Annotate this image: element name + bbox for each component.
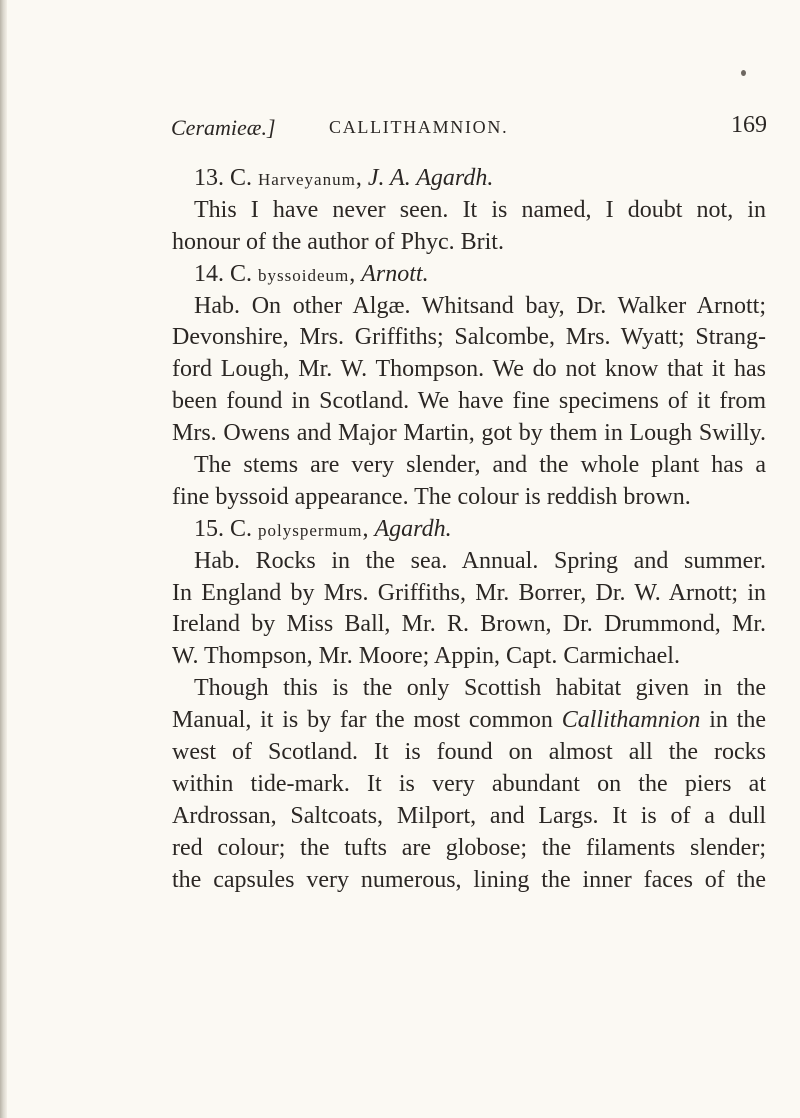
entry-14-text-line: been found in Scotland. We have fine specimens of it from bbox=[172, 388, 766, 415]
entry-14-text-line: Hab. On other Algæ. Whitsand bay, Dr. Walker Arnott; bbox=[194, 292, 766, 319]
ink-speck bbox=[741, 70, 746, 76]
entry-14-text-line: Devonshire, Mrs. Griffiths; Salcombe, Mrs. Wyatt; Strang- bbox=[172, 324, 766, 351]
entry-15-authority: Agardh. bbox=[374, 515, 452, 542]
entry-15-text-line: red colour; the tufts are globose; the filaments slender; bbox=[172, 834, 766, 861]
entry-14-species: byssoideum bbox=[258, 265, 350, 285]
page-number: 169 bbox=[731, 112, 767, 138]
entry-13-text-line: This I have never seen. It is named, I doubt not, in bbox=[194, 196, 766, 223]
entry-14-heading: 14. C. byssoideum, Arnott. bbox=[194, 260, 429, 287]
entry-15-text-line: within tide-mark. It is very abundant on the piers at bbox=[172, 770, 766, 797]
entry-14-authority: Arnott. bbox=[361, 260, 429, 287]
entry-14-text-line: fine byssoid appearance. The colour is reddish brown. bbox=[172, 483, 691, 510]
page-body bbox=[172, 163, 766, 896]
genus-reference: Callithamnion bbox=[561, 707, 701, 734]
entry-15-text-line: west of Scotland. It is found on almost all the rocks bbox=[172, 739, 766, 766]
entry-14-text-line: ford Lough, Mr. W. Thompson. We do not know that it has bbox=[172, 356, 766, 383]
entry-15-heading: 15. C. polyspermum, Agardh. bbox=[194, 515, 452, 542]
entry-15-text-line: Ireland by Miss Ball, Mr. R. Brown, Dr. Drummond, Mr. bbox=[172, 611, 766, 638]
entry-15-text-line: W. Thompson, Mr. Moore; Appin, Capt. Carmichael. bbox=[172, 643, 680, 670]
entry-15-text-line bbox=[172, 705, 766, 737]
entry-13-number: 13. C. bbox=[194, 165, 259, 191]
entry-15-text-line: In England by Mrs. Griffiths, Mr. Borrer, Dr. W. Arnott; in bbox=[172, 579, 766, 606]
entry-14-text-line: Mrs. Owens and Major Martin, got by them in Lough Swilly. bbox=[172, 420, 766, 447]
entry-14-number: 14. C. bbox=[194, 260, 259, 287]
entry-13-heading: 13. C. Harveyanum, J. A. Agardh. bbox=[194, 165, 494, 191]
entry-15-species: polyspermum bbox=[258, 520, 363, 540]
entry-15-text-fragment: in the bbox=[700, 707, 766, 734]
entry-14-text-line: The stems are very slender, and the whole plant has a bbox=[194, 452, 766, 479]
entry-15-text-fragment: Manual, it is by far the most common bbox=[172, 707, 562, 734]
page-edge-shadow bbox=[0, 0, 7, 1118]
entry-15-text-line: Though this is the only Scottish habitat given in the bbox=[194, 675, 766, 702]
genus-heading: CALLITHAMNION. bbox=[329, 117, 509, 137]
entry-15-number: 15. C. bbox=[194, 515, 259, 542]
entry-13-text-line: honour of the author of Phyc. Brit. bbox=[172, 228, 504, 255]
running-head bbox=[171, 112, 767, 146]
section-title: Ceramieæ.] bbox=[171, 115, 276, 140]
entry-13-authority: J. A. Agardh. bbox=[367, 165, 494, 191]
entry-15-text-line: Hab. Rocks in the sea. Annual. Spring and summer. bbox=[194, 547, 766, 574]
entry-15-text-line: the capsules very numerous, lining the inner faces of the bbox=[172, 866, 766, 893]
entry-15-text-line: Ardrossan, Saltcoats, Milport, and Largs. It is of a dull bbox=[172, 802, 766, 829]
entry-13-species: Harveyanum bbox=[258, 170, 356, 189]
